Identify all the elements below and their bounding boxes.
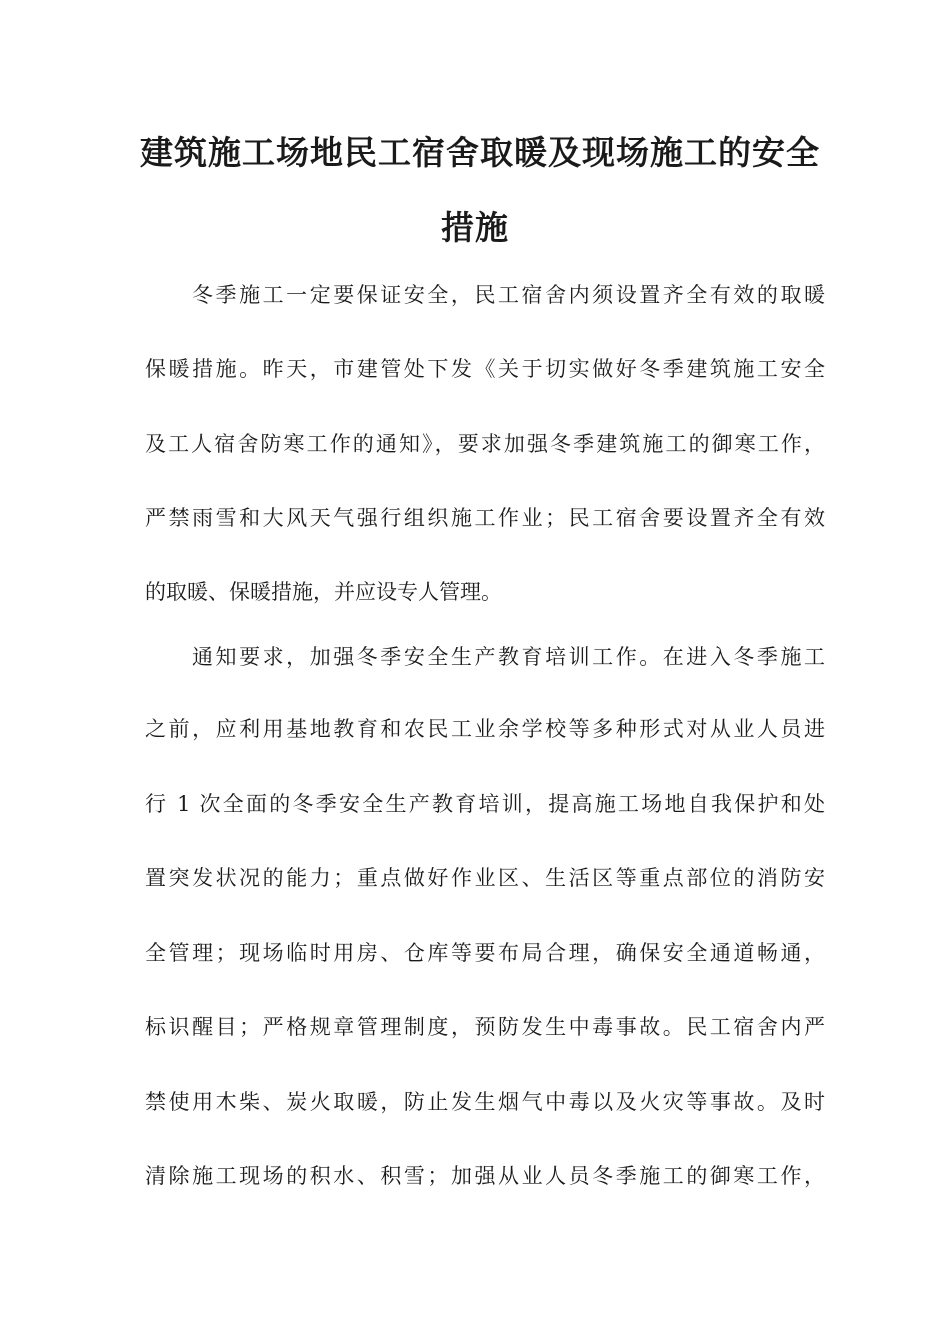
paragraph-2-line-1: 通知要求，加强冬季安全生产教育培训工作。在进入冬季施工 xyxy=(192,645,825,669)
paragraph-1-line-1: 冬季施工一定要保证安全，民工宿舍内须设置齐全有效的取暖 xyxy=(192,283,825,307)
paragraph-2-line-7: 禁使用木柴、炭火取暖，防止发生烟气中毒以及火灾等事故。及时 xyxy=(145,1090,825,1114)
document-title-line-1: 建筑施工场地民工宿舍取暖及现场施工的安全 xyxy=(140,133,820,172)
document-title-line-2: 措施 xyxy=(441,208,509,247)
paragraph-1-line-3: 及工人宿舍防寒工作的通知》，要求加强冬季建筑施工的御寒工作， xyxy=(145,432,825,456)
paragraph-2-line-6: 标识醒目；严格规章管理制度，预防发生中毒事故。民工宿舍内严 xyxy=(145,1015,825,1039)
paragraph-2-line-8: 清除施工现场的积水、积雪；加强从业人员冬季施工的御寒工作， xyxy=(145,1164,825,1188)
paragraph-1-line-2: 保暖措施。昨天，市建管处下发《关于切实做好冬季建筑施工安全 xyxy=(145,357,825,381)
paragraph-2-line-4: 置突发状况的能力；重点做好作业区、生活区等重点部位的消防安 xyxy=(145,866,825,890)
paragraph-2-line-2: 之前，应利用基地教育和农民工业余学校等多种形式对从业人员进 xyxy=(145,717,825,741)
paragraph-1-line-5: 的取暖、保暖措施，并应设专人管理。 xyxy=(145,580,502,604)
paragraph-2-line-5: 全管理；现场临时用房、仓库等要布局合理，确保安全通道畅通， xyxy=(145,941,825,965)
paragraph-2-line-3: 行 1 次全面的冬季安全生产教育培训，提高施工场地自我保护和处 xyxy=(145,792,825,816)
paragraph-1-line-4: 严禁雨雪和大风天气强行组织施工作业；民工宿舍要设置齐全有效 xyxy=(145,506,825,530)
